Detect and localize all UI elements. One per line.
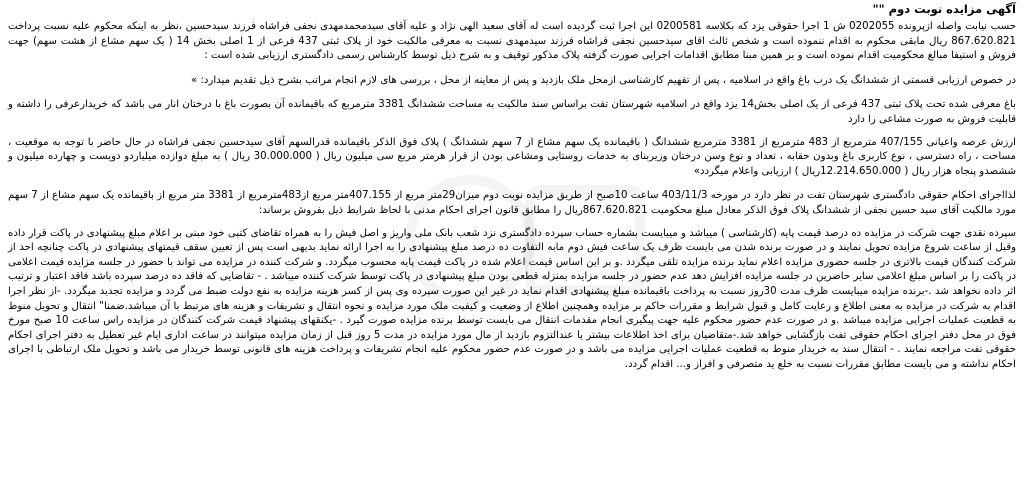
notice-title: آگهی مزایده نوبت دوم ""	[872, 2, 1016, 16]
auction-announcement-paragraph: لذااجرای احکام حقوقی دادگستری شهرستان تفت در نظر دارد در مورخه 403/11/3 ساعت 10صبح از طریق مزایده نوبت دوم میزان29متر مربع از 407.155متر مربع از483مترمربع از 3381 متر مربع از باقیمانده یک سهم مشاع از 7 سهم مورد مالکیت آقای سید حسین نجفی از ششدانگ پلاک فوق الذکر معادل مبلغ محکومیت 867.620.821ریال را مطابق قانون اجرای احکام مدنی با لحاظ شرایط ذیل بفروش برساند:	[8, 190, 1016, 216]
intro-paragraph: حسب نیابت واصله ازپرونده 0202055 ش 1 اجرا حقوقی یزد که بکلاسه 0200581 این اجرا ثبت گردیده است له آقای سعید الهی نژاد و علیه آقای سیدمحمدمهدی نجفی فراشاه فرزند سیدحسین ،نظر به اینکه محکوم علیه نسبت پرداخت 867.620.821 ریال مابقی محکوم به اقدام ننموده است و شخص ثالث اقای سیدحسین نجفی فراشاه فرزند سیدمهدی نسبت به معرفی مالکیت خود از پلاک ثبتی 437 فرعی از 1 اصلی بخش 14 ( یک سهم مشاع از هشت سهم) جهت فروش و استیفا مبالغ محکومیت اقدام نموده است و بر همین مبنا مطابق اقدامات اجرایی صورت گرفته پلاک مذکور توقیف و به شرح ذیل توسط کارشناس رسمی دادگستری ارزیابی شده است :	[8, 21, 1017, 62]
property-description-paragraph: باغ معرفی شده تحت پلاک ثبتی 437 فرعی از یک اصلی بخش14 یزد واقع در اسلامیه شهرستان تفت براساس سند مالکیت به مساحت ششدانگ 3381 مترمربع که باقیمانده آن بصورت باغ با درختان انار می باشد که خریدارعرفی را داشته و قابلیت فروش به صورت مشاعی را دارد	[8, 99, 1016, 125]
auction-terms-paragraph: سپرده نقدی جهت شرکت در مزایده ده درصد قیمت پایه (کارشناسی ) میباشد و میبایست بشماره حساب سپرده دادگستری نزد شعب بانک ملی واریز و اصل فیش را به همراه تقاضای کتبی خود مبنی بر اعلام مبلغ پیشنهادی در پاکت قرار داده وقبل از ساعت شروع مزایده تحویل نمایند و در صورت برنده شدن می بایست ظرف یک ساعت فیش دوم مابه التفاوت ده درصد مبلغ پیشنهادی را به اجرا ارائه نماید بدیهی است پس از تعیین سقف قیمتهای پیشنهادی در پاکت چنانچه احد از شرکت کنندگان قیمت بالاتری در جلسه حضوری مزایده اعلام نماید برنده مزایده تلقی میگردد .و بر این اساس قیمت اعلام شده در پاکت قیمت پایه محسوب میگردد. و شرکت کننده در مزایده می تواند با حضور در جلسه مزایده قیمت اعلامی در پاکت را بر اساس مبلغ اعلامی سایر حاضرین در جلسه مزایده افزایش دهد عدم حضور در جلسه مزایده بمنزله قطعی بودن مبلغ پیشنهادی در پاکت توسط شرکت کننده میباشد . - تقاضایی که فاقد ده درصد سپرده باشد فاقد اعتبار و ترتیب اثر داده نخواهد شد .-برنده مزایده میبایست ظرف مدت 30روز نسبت به پرداخت باقیمانده مبلغ پیشنهادی اقدام نماید در غیر این صورت سپرده وی پس از کسر هزینه مزایده به نفع دولت ضبط می گردد و مزایده تجدید میگردد. -از نظر اجرا اقدام به شرکت در مزایده به معنی اطلاع و رعایت کامل و قبول شرایط و مقررات حاکم بر مزایده وهمچنین اطلاع از وضعیت و کیفیت ملک مورد مزایده و نحوه انتقال و تشریفات و هزینه های مرتبط با آن میباشد.ضمنا" انتقال و تحویل منوط به قطعیت عملیات اجرایی مزایده میباشد .و در صورت عدم حضور محکوم علیه جهت پیگیری انجام مقدمات انتقال می بایست توسط برنده مزایده صورت گیرد . -یکنقهای پیشنهاد قیمت شرکت کنندگان در مزایده راس ساعت 10 صبح مورخ فوق در محل دفتر اجرای احکام حقوقی تفت بازگشایی خواهد شد.-متقاضیان برای اخذ اطلاعات بیشتر یا عندالتزوم بازدید از مال مورد مزایده در مدت 5 روز قبل از زمان مزایده میتوانند در ساعت اداری ایام غیر تعطیل به دفتر اجرای احکام حقوقی تفت مراجعه نمایند . - انتقال سند به خریدار منوط به قطعیت عملیات اجرایی مزایده می باشد و در صورت عدم حضور محکوم علیه انجام تشریفات و پرداخت هزینه های قانونی توسط خریدار می باشد و تحویل ملک ارتباطی با اجرای احکام نداشته و می بایست مطابق مقررات نسبت به خلع ید متصرفی و افراز و... اقدام گردد.	[8, 227, 1016, 370]
valuation-paragraph: ارزش عرصه واعیانی 407/155 مترمربع از 483 مترمربع از 3381 مترمربع ششدانگ ( باقیمانده یک سهم مشاع از 7 سهم ششدانگ ) پلاک فوق الذکر باقیمانده قدرالسهم آقای سیدحسین نجفی فراشاه در حال حاضر با توجه به موقعیت ، مساحت ، راه دسترسی ، نوع کاربری باغ وبدون حقابه ، تعداد و نوع وسن درختان وزیربنای به خدمات روستایی ومشاعی بودن از قرار هرمتر مربع سی میلیون ریال ( 30.000.000 ریال ) به مبلغ دوازده میلیاردو دویست و چهارده میلیون و ششصدو پنجاه هزار ریال ( 12.214.650.000ریال ) ارزیابی واعلام میگردد»	[8, 136, 1017, 177]
appraisal-intro-paragraph: در خصوص ارزیابی قسمتی از ششدانگ یک درب باغ واقع در اسلامیه ، پس از تفهیم کارشناسی ازمحل ملک بازدید و پس از معاینه از محل ، بررسی های لازم انجام مراتب بشرح ذیل تقدیم میدارد: »	[190, 74, 1016, 86]
